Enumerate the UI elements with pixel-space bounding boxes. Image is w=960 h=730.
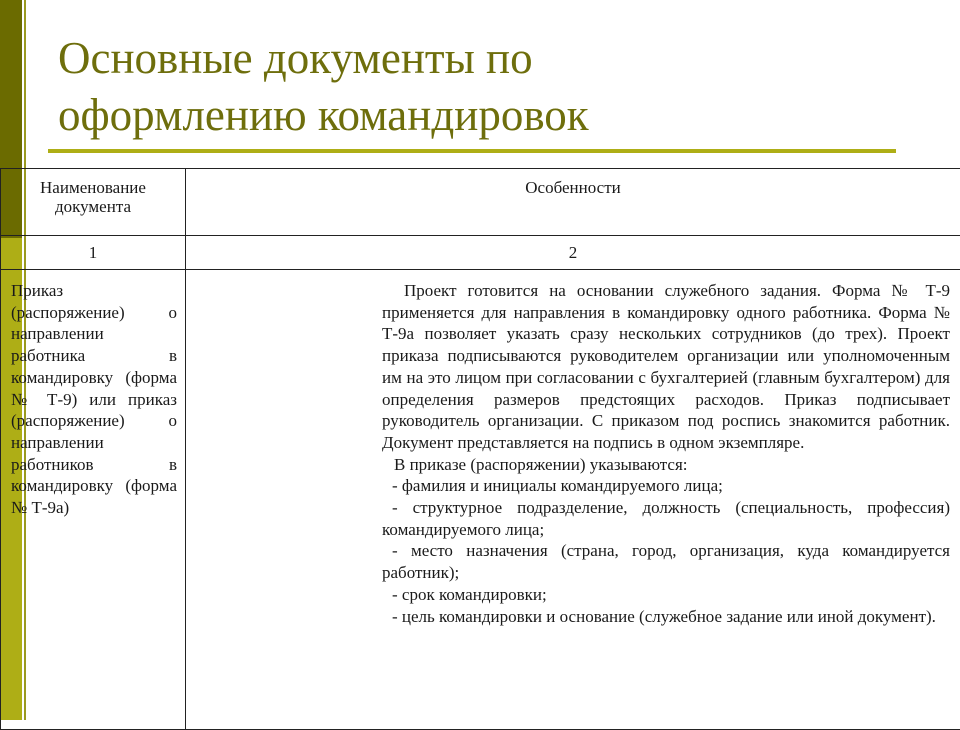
features-list-intro: В приказе (распоряжении) указываются: (382, 454, 950, 476)
column-number-2: 2 (186, 236, 960, 270)
slide-title-line-1: Основные документы по (58, 33, 533, 83)
list-item: - фамилия и инициалы командируемого лица; (382, 475, 950, 497)
column-number-1: 1 (1, 236, 186, 270)
slide-title-line-2: оформлению командировок (58, 90, 589, 140)
header-features: Особенности (186, 169, 960, 236)
list-item: - срок командировки; (382, 584, 950, 606)
table-header-row (1, 169, 960, 236)
header-document-name: Наименование документа (1, 169, 186, 236)
documents-table (0, 168, 960, 730)
list-item: - место назначения (страна, город, организация, куда командируется работник); (382, 540, 950, 583)
document-name-cell: Приказ (распоряжение) о направлении работника в командировку (форма № Т-9) или приказ (распоряжение) о направлении работников в командировку (форма № Т-9а) (1, 270, 186, 730)
table-row (1, 270, 960, 730)
list-item: - структурное подразделение, должность (специальность, профессия) командируемого лица; (382, 497, 950, 540)
title-underline (48, 149, 896, 153)
features-list (382, 454, 950, 628)
table-number-row (1, 236, 960, 270)
features-description: Проект готовится на основании служебного задания. Форма № Т-9 применяется для направления в командировку одного работника. Форма № Т-9а позволяет указать сразу нескольких сотрудников (до трех). Проект приказа подписываются руководителем организации или уполномоченным им на это лицом при согласовании с бухгалтерией (главным бухгалтером) для определения размеров предстоящих расходов. Приказ подписывает руководитель организации. С приказом под роспись знакомится работник. Документ представляется на подпись в одном экземпляре. (382, 280, 950, 454)
list-item: - цель командировки и основание (служебное задание или иной документ). (382, 606, 950, 628)
slide-title (58, 30, 918, 144)
document-features-cell (186, 270, 960, 730)
